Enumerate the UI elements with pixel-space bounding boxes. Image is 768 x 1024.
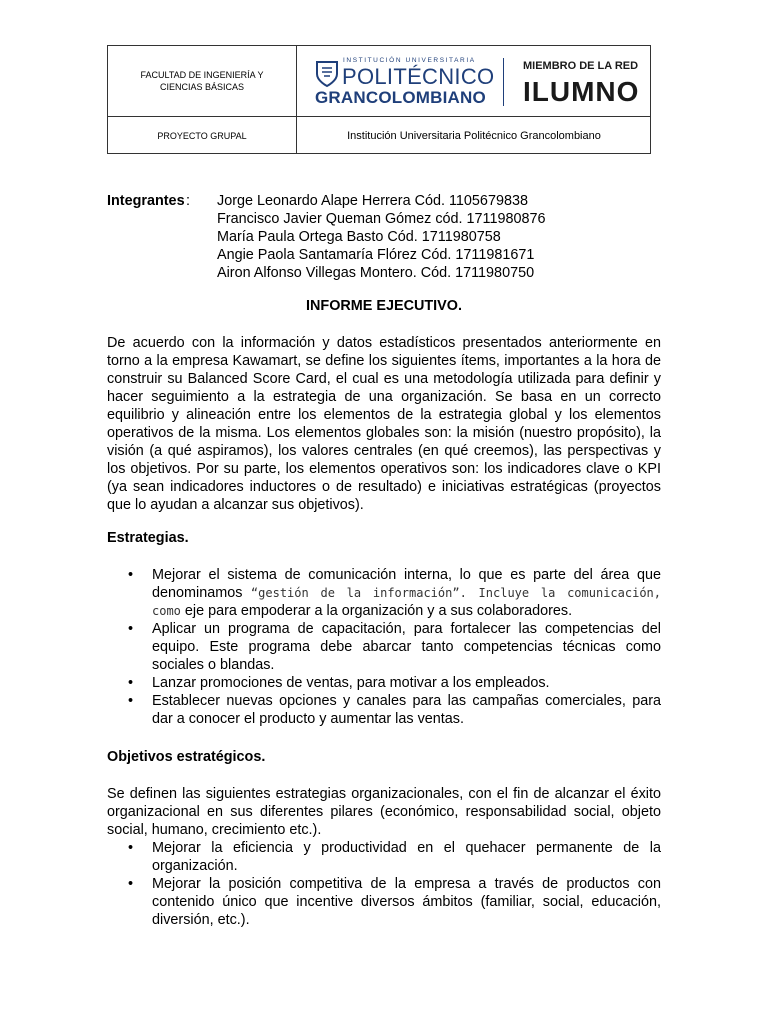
bullet-icon: • [128,675,134,691]
bullet-icon: • [128,621,134,637]
member-item: Airon Alfonso Villegas Montero. Cód. 1711980750 [217,265,535,281]
ilumno-logo: ILUMNO [523,76,640,107]
member-item: María Paula Ortega Basto Cód. 1711980758 [217,229,501,245]
item-text-mono: “gestión de la información”. Incluye la comunicación, como [152,586,662,618]
bullet-icon: • [128,876,134,892]
item-text: Mejorar la posición competitiva de la empresa a través de productos con contenido único que incentive diversos ámbitos (familiar, social, educación, diversión, etc.). [152,876,661,928]
list-item [107,875,661,929]
member-item: Jorge Leonardo Alape Herrera Cód. 1105679838 [217,193,528,209]
list-item [107,839,661,875]
member-label: MIEMBRO DE LA RED [523,60,639,72]
item-text: Mejorar el sistema de comunicación interna, lo que es parte del área que denominamos [152,567,661,601]
bullet-icon: • [128,840,134,856]
bullet-icon: • [128,693,134,709]
report-title: INFORME EJECUTIVO. [306,298,462,314]
strategies-heading: Estrategias. [107,530,189,546]
members-label: Integrantes [107,193,185,209]
institution-cell: Institución Universitaria Politécnico Grancolombiano [347,129,601,142]
members-colon: : [186,193,190,209]
member-item: Angie Paola Santamaría Flórez Cód. 1711981671 [217,247,535,263]
strategies-list [107,566,661,728]
faculty-cell: FACULTAD DE INGENIERÍA Y CIENCIAS BÁSICAS [140,70,264,92]
logo-title: POLITÉCNICO [342,64,495,89]
bullet-icon: • [128,567,134,583]
member-item: Francisco Javier Queman Gómez cód. 1711980876 [217,211,546,227]
logo-separator [503,58,504,106]
intro-paragraph: De acuerdo con la información y datos estadísticos presentados anteriormente en torno a la empresa Kawamart, se define los siguientes ítems, importantes a la hora de construir su Balanced Score Card, el cual es una metodología utilizada para definir y hacer seguimiento a la estrategia de una organización. Se basa en un correcto equilibrio y alineación entre los elementos de la estrategia global y los elementos operativos de la misma. Los elementos globales son: la misión (nuestro propósito), la visión (a qué aspiramos), los valores centrales (en qué creemos), las perspectivas y los objetivos. Por su parte, los elementos operativos son: los indicadores clave o KPI (ya sean indicadores inductores o de resultado) e iniciativas estratégicas (proyectos que lo ayudan a alcanzar sus objetivos). [107,335,661,513]
logo-subtitle: INSTITUCIÓN UNIVERSITARIA [343,57,476,64]
list-item [107,566,661,620]
objectives-intro: Se definen las siguientes estrategias organizacionales, con el fin de alcanzar el éxito organizacional en sus diferentes pilares (económico, responsabilidad social, objeto social, humano, crecimiento etc.). [107,786,661,838]
item-text: Establecer nuevas opciones y canales para las campañas comerciales, para dar a conocer el producto y aumentar las ventas. [152,693,661,727]
header-table [107,45,651,154]
list-item [107,692,661,728]
shield-icon [315,60,339,88]
politecnico-logo [315,56,515,108]
list-item [107,620,661,674]
objectives-list [107,839,661,929]
item-text: Mejorar la eficiencia y productividad en el quehacer permanente de la organización. [152,840,661,874]
project-cell: PROYECTO GRUPAL [157,130,247,141]
list-item [107,674,661,692]
objectives-heading: Objetivos estratégicos. [107,749,266,765]
item-text: Lanzar promociones de ventas, para motivar a los empleados. [152,675,550,691]
members-list [217,192,546,282]
item-text: Aplicar un programa de capacitación, para fortalecer las competencias del equipo. Este programa debe abarcar tanto competencias técnicas como sociales o blandas. [152,621,661,673]
logo-cell [297,46,651,116]
logo-grancolombiano: GRANCOLOMBIANO [315,88,486,107]
item-text: eje para empoderar a la organización y a sus colaboradores. [180,603,573,619]
